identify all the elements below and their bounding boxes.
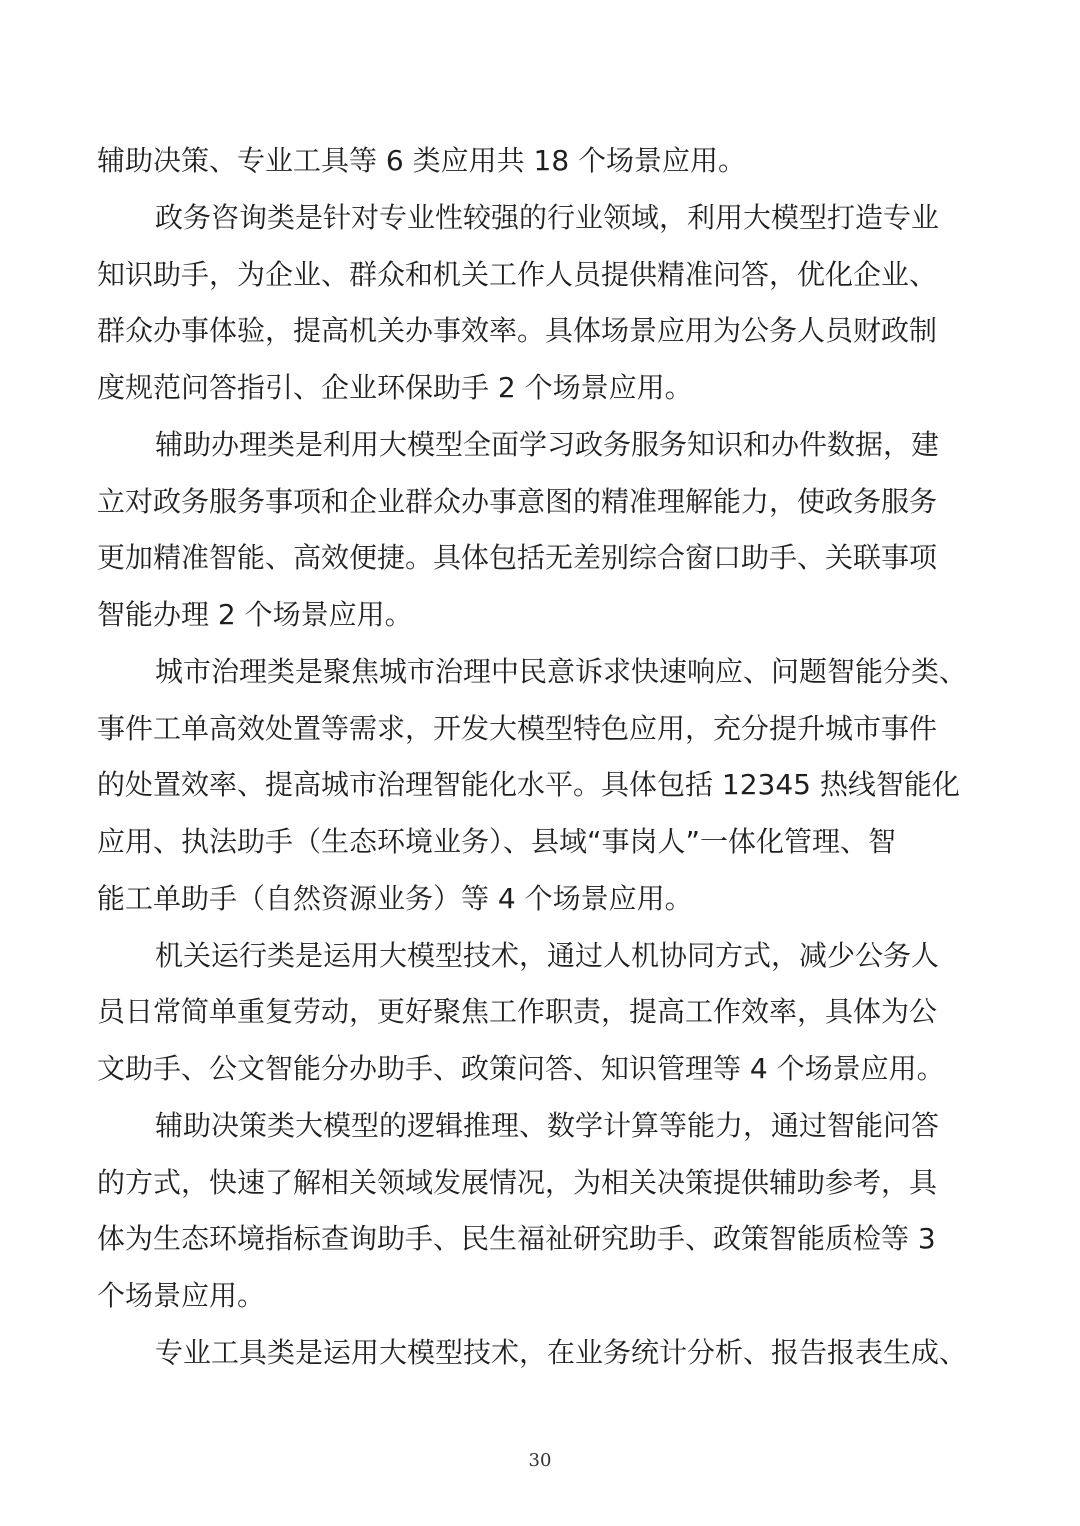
- paragraph-line-assisted-handling: 辅助办理类是利用大模型全面学习政务服务知识和办件数据，建: [155, 427, 940, 461]
- text-line: 文助手、公文智能分办助手、政策问答、知识管理等 4 个场景应用。: [97, 1052, 945, 1085]
- paragraph-line-decision-support: 辅助决策类大模型的逻辑推理、数学计算等能力，通过智能问答: [155, 1108, 940, 1142]
- text-line: 智能办理 2 个场景应用。: [97, 598, 413, 631]
- text-line: 员日常简单重复劳动，更好聚焦工作职责，提高工作效率，具体为公: [97, 995, 938, 1029]
- body-text: [97, 133, 973, 1382]
- text-line: 体为生态环境指标查询助手、民生福祉研究助手、政策智能质检等 3: [97, 1222, 936, 1256]
- text-line: 事件工单高效处置等需求，开发大模型特色应用，充分提升城市事件: [97, 711, 938, 745]
- text-line: 的方式，快速了解相关领域发展情况，为相关决策提供辅助参考，具: [97, 1165, 938, 1199]
- text-line: 应用、执法助手（生态环境业务）、县域“事岗人”一体化管理、智: [97, 825, 897, 858]
- text-line: 的处置效率、提高城市治理智能化水平。具体包括 12345 热线智能化: [97, 768, 960, 802]
- text-line: 群众办事体验，提高机关办事效率。具体场景应用为公务人员财政制: [97, 314, 938, 348]
- text-line: 更加精准智能、高效便捷。具体包括无差别综合窗口助手、关联事项: [97, 541, 938, 575]
- text-line: 个场景应用。: [97, 1279, 266, 1312]
- text-line: 度规范问答指引、企业环保助手 2 个场景应用。: [97, 371, 693, 404]
- paragraph-line-agency-operation: 机关运行类是运用大模型技术，通过人机协同方式，减少公务人: [155, 938, 940, 972]
- text-line: 辅助决策、专业工具等 6 类应用共 18 个场景应用。: [97, 144, 747, 177]
- text-line: 立对政务服务事项和企业群众办事意图的精准理解能力，使政务服务: [97, 484, 938, 518]
- text-line: 知识助手，为企业、群众和机关工作人员提供精准问答，优化企业、: [97, 257, 938, 291]
- paragraph-line-professional-tools: 专业工具类是运用大模型技术，在业务统计分析、报告报表生成、: [155, 1335, 968, 1369]
- text-line: 能工单助手（自然资源业务）等 4 个场景应用。: [97, 881, 693, 915]
- paragraph-line-urban-governance: 城市治理类是聚焦城市治理中民意诉求快速响应、问题智能分类、: [155, 654, 968, 688]
- page-number: 30: [528, 1450, 552, 1471]
- paragraph-line-government-consulting: 政务咨询类是针对专业性较强的行业领域，利用大模型打造专业: [155, 200, 940, 234]
